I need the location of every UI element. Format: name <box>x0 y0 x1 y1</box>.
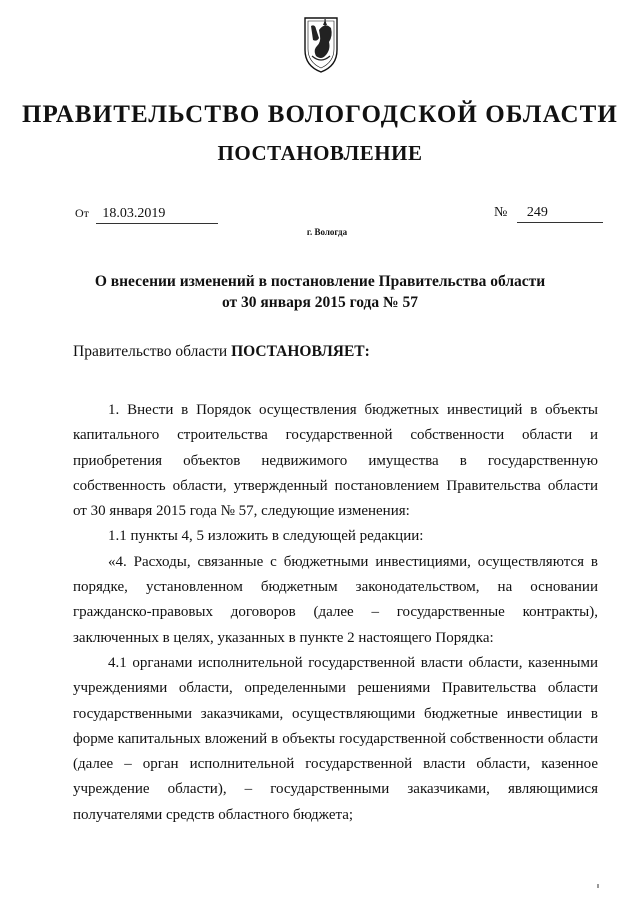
heading-line-2: от 30 января 2015 года № 57 <box>222 294 418 311</box>
heading-line-1: О внесении изменений в постановление Правительства области <box>94 273 546 290</box>
date-value: 18.03.2019 <box>96 205 218 224</box>
paragraph-4: 4.1 органами исполнительной государственной власти области, казенными учреждениями области, определенными решениями Правительства области государственными заказчиками, осуществляющими бюджетные инвестиции в форме капитальных вложений в объекты государственной собственности области (далее – орган исполнительной государственной власти области, казенное учреждение области), – государственными заказчиками, являющимися получателями средств областного бюджета; <box>73 654 598 823</box>
paragraph-1: 1. Внести в Порядок осуществления бюджетных инвестиций в объекты капитального строительства государственной собственности области и приобретения объектов недвижимого имущества в государственную собственность области, утвержденный постановлением Правительства области от 30 января 2015 года № 57, следующие изменения: <box>73 402 598 520</box>
preamble-text: Правительство области <box>73 343 232 360</box>
city: г. Вологда <box>306 227 348 237</box>
date-label: От <box>75 206 89 220</box>
organization-title: ПРАВИТЕЛЬСТВО ВОЛОГОДСКОЙ ОБЛАСТИ <box>22 101 618 128</box>
coat-of-arms-icon <box>303 16 339 74</box>
number-label: № <box>494 205 508 220</box>
document-body <box>73 398 598 828</box>
paragraph-2: 1.1 пункты 4, 5 изложить в следующей редакции: <box>108 528 424 545</box>
scan-mark <box>597 884 599 888</box>
number-value: 249 <box>517 204 603 223</box>
document-heading <box>60 271 580 313</box>
document-type: ПОСТАНОВЛЕНИЕ <box>217 141 423 165</box>
preamble-emphasis: ПОСТАНОВЛЯЕТ: <box>231 343 370 360</box>
preamble <box>73 342 370 362</box>
paragraph-3: «4. Расходы, связанные с бюджетными инвестициями, осуществляются в порядке, установленном бюджетным законодательством, на основании гражданско-правовых договоров (далее – государственные контракты), заключенных в целях, указанных в пункте 2 настоящего Порядка: <box>73 553 598 646</box>
number-field <box>494 204 603 223</box>
date-field <box>75 204 218 224</box>
